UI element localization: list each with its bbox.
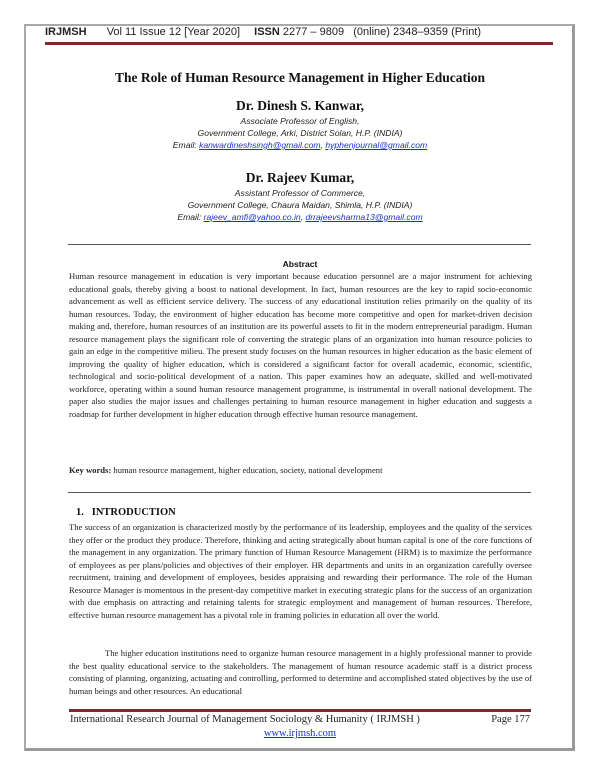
footer-journal-name: International Research Journal of Management Sociology & Humanity ( IRJMSH ) — [70, 714, 420, 725]
page-number: Page 177 — [491, 714, 530, 725]
paper-title: The Role of Human Resource Management in Higher Education — [115, 70, 485, 85]
abstract-heading: Abstract — [282, 259, 318, 269]
email-link[interactable]: drrajeevsharma13@gmail.com — [305, 212, 423, 222]
header-rule — [45, 42, 553, 45]
issn-label: ISSN — [254, 26, 280, 38]
website-link[interactable]: www.irjmsh.com — [263, 728, 337, 739]
keywords — [69, 465, 532, 475]
author-block-2 — [60, 169, 540, 223]
author-name: Dr. Rajeev Kumar, — [245, 170, 355, 185]
author-position: Assistant Professor of Commerce, — [234, 188, 366, 198]
running-footer — [70, 714, 532, 725]
footer-website — [60, 728, 540, 739]
journal-abbr: IRJMSH — [45, 26, 87, 38]
author-institution: Government College, Chaura Maidan, Shimla, H.P. (INDIA) — [187, 200, 413, 210]
email-label: Email: — [172, 140, 200, 150]
issn-values: 2277 – 9809 (0nline) 2348–9359 (Print) — [282, 26, 482, 38]
author-institution: Government College, Arki, District Solan, H.P. (INDIA) — [197, 128, 403, 138]
email-link[interactable]: kanwardineshsingh@gmail.com — [199, 140, 321, 150]
author-emails: Email: kanwardineshsingh@gmail.com, hyphenjournal@gmail.com — [172, 140, 428, 150]
divider — [68, 244, 531, 245]
section-heading: 1. INTRODUCTION — [76, 507, 176, 518]
volume-info: Vol 11 Issue 12 [Year 2020] — [106, 26, 241, 38]
email-label: Email: — [177, 212, 204, 222]
author-position: Associate Professor of English, — [240, 116, 360, 126]
intro-paragraph-1: The success of an organization is characterized mostly by the performance of its leadership, employees and the quality of the services they offer or the product they produce. Therefore, thinking and acting strategically about human capital is one of the core functions of the management in any organization. The primary function of Human Resource Management (HRM) is to maximize the performance of employees as per plans/policies and objectives of their employer. HR departments and units in an organization carefully oversee recruitment, training and development of employees, besides appraising and rewarding their performance. The role of the Human Resource Manager is momentous in the present-day competitive market in executing strategic plans for the success of an organization with due emphasis on attracting and retaining talents for strategic employment and management of human resources. Therefore, effective human resource management has a pivotal role in framing policies in education all over the world. — [69, 522, 532, 620]
divider — [68, 492, 531, 493]
keywords-label: Key words: — [69, 465, 112, 475]
footer-rule — [69, 709, 531, 712]
running-header — [45, 26, 555, 38]
abstract-text: Human resource management in education is very important because education personnel are a major instrument for achieving educational goals, thereby giving a boost to national development. In fact, human resources are the key to rapid socio-economic advancement as well as efficient service delivery. The success of any educational institution relies primarily on the quality of its human resources. Today, the environment of higher education has become more competitive and open for market-driven decision making and, therefore, human resources of an institution are its powerful assets to fit in the modern entrepreneurial paradigm. Human resource management plays the significant role of converting the strategic plans of an organization into human resource policies to gain an edge in the competitive milieu. The present study focuses on the human resources in higher education as the basic element of improving the quality of higher education, which is considered a significant factor for overall academic, economic, scientific, technological and socio-political development of a nation. This paper examines how an adequate, skilled and well-motivated workforce, operating within a sound human resource management programme, is instrumental in overall national development. The paper also studies the major issues and challenges pertaining to human resource management in higher education and suggests a roadmap for further development in higher education through effective human resource management. — [69, 271, 532, 419]
keywords-text: human resource management, higher education, society, national development — [111, 465, 383, 475]
intro-paragraph-2: The higher education institutions need to organize human resource management in a highly professional manner to provide the best quality educational service to the stakeholders. The management of human resource academic staff is a district process consisting of planning, organizing, actuating and controlling, performed to determine and accomplished stated objectives by the use of human beings and other resources. An educational — [69, 648, 532, 696]
email-link[interactable]: rajeev_amfi@yahoo.co.in — [203, 212, 301, 222]
author-emails: Email: rajeev_amfi@yahoo.co.in, drrajeevsharma13@gmail.com — [177, 212, 423, 222]
email-link[interactable]: hyphenjournal@gmail.com — [325, 140, 428, 150]
author-name: Dr. Dinesh S. Kanwar, — [235, 98, 365, 113]
author-block-1 — [60, 97, 540, 151]
